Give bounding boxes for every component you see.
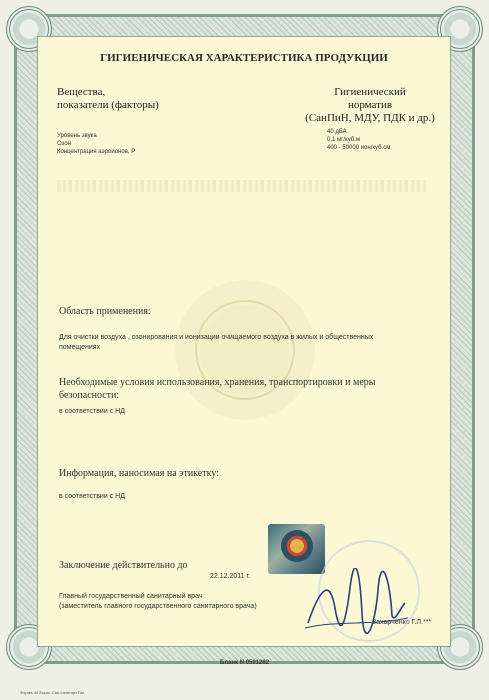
eagle-emblem-icon xyxy=(281,530,313,562)
substance-item: Озон xyxy=(57,141,72,147)
scope-text xyxy=(59,333,373,353)
header-line: норматив xyxy=(347,99,393,111)
norm-item: 40 дБА xyxy=(327,129,347,135)
header-line: Гигиенический xyxy=(334,86,406,98)
conditions-text: в соответствии с НД xyxy=(59,408,125,415)
header-line: Вещества, xyxy=(57,86,106,98)
column-header-left xyxy=(57,86,159,112)
validity-date: 22.12.2011 г. xyxy=(210,573,251,580)
text-line: (заместитель главного государственного санитарного врача) xyxy=(59,603,257,610)
text-line: помещениях xyxy=(59,344,101,351)
norm-item: 400 - 50000 ион/куб.см xyxy=(327,145,391,151)
substance-list xyxy=(57,132,135,156)
text-line: безопасности: xyxy=(59,390,120,401)
form-footer: Форма 44 Заказ. Сан.санитарт.Тип. xyxy=(20,690,86,695)
text-line: Необходимые условия использования, хранения, транспортировки и меры xyxy=(59,377,376,388)
text-line: Главный государственный санитарный врач xyxy=(59,593,203,600)
validity-heading: Заключение действительно до xyxy=(59,560,188,571)
signature xyxy=(300,568,410,638)
column-header-right xyxy=(305,86,435,125)
label-heading: Информация, наносимая на этикетку: xyxy=(59,468,219,479)
scope-heading: Область применения: xyxy=(59,306,151,317)
norm-list xyxy=(327,128,390,152)
text-line: Для очистки воздуха , озонирования и ионизации очищаемого воздуха в жилых и общественных xyxy=(59,334,374,341)
hologram-sticker xyxy=(268,524,325,574)
norm-item: 0,1 мг/куб.м xyxy=(327,137,360,143)
header-line: (СанПиН, МДУ, ПДК и др.) xyxy=(305,112,435,124)
watermark-band xyxy=(57,180,427,192)
substance-item: Уровень звука xyxy=(57,133,97,139)
document-title: ГИГИЕНИЧЕСКАЯ ХАРАКТЕРИСТИКА ПРОДУКЦИИ xyxy=(100,52,388,64)
substance-item: Концентрация аэроионов, P xyxy=(57,149,136,155)
blank-number: Бланк N 0591282 xyxy=(219,660,270,666)
header-line: показатели (факторы) xyxy=(57,99,159,111)
label-text: в соответствии с НД xyxy=(59,493,125,500)
conditions-heading xyxy=(59,376,375,402)
signatory-title xyxy=(59,592,257,612)
signatory-name: Захарченко Г.Л.*** xyxy=(372,619,432,626)
